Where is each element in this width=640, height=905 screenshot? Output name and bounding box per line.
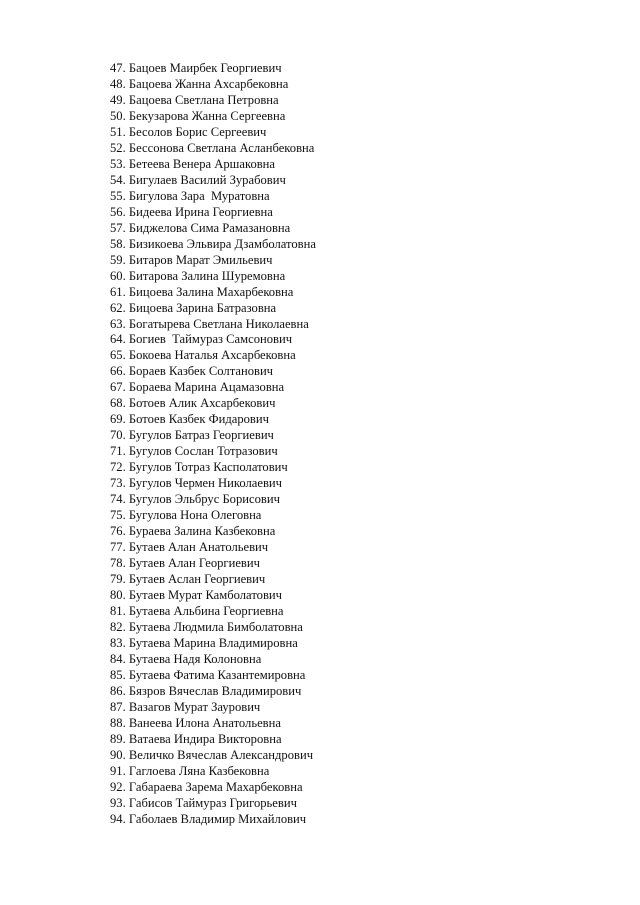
person-name: Бутаева Альбина Георгиевна: [128, 603, 284, 618]
person-name: Габолаев Владимир Михайлович: [128, 811, 307, 826]
item-number: 51.: [110, 124, 126, 139]
person-name: Бутаева Марина Владимировна: [128, 635, 298, 650]
item-number: 68.: [110, 396, 126, 411]
person-name: Бацоева Светлана Петровна: [128, 92, 279, 107]
person-name: Ботоев Казбек Фидарович: [128, 412, 269, 427]
item-number: 78.: [110, 556, 126, 571]
item-number: 83.: [110, 635, 126, 650]
list-item: [110, 173, 316, 189]
person-name: Величко Вячеслав Александрович: [128, 747, 314, 762]
list-item: [110, 61, 316, 77]
person-name: Бязров Вячеслав Владимирович: [128, 683, 302, 698]
person-name: Бутаева Фатима Казантемировна: [128, 667, 306, 682]
list-item: [110, 668, 316, 684]
item-number: 92.: [110, 779, 126, 794]
item-number: 94.: [110, 811, 126, 826]
list-item: [110, 444, 316, 460]
person-name: Битаров Марат Эмильевич: [128, 252, 273, 267]
person-name: Бесолов Борис Сергеевич: [128, 124, 267, 139]
list-item: [110, 285, 316, 301]
item-number: 70.: [110, 428, 126, 443]
person-name: Бацоев Маирбек Георгиевич: [128, 61, 282, 75]
list-item: [110, 205, 316, 221]
list-item: [110, 460, 316, 476]
item-number: 56.: [110, 204, 126, 219]
item-number: 87.: [110, 699, 126, 714]
list-item: [110, 492, 316, 508]
person-name: Бораев Казбек Солтанович: [128, 364, 274, 379]
person-name: Бекузарова Жанна Сергеевна: [128, 108, 286, 123]
list-item: [110, 317, 316, 333]
list-item: [110, 380, 316, 396]
item-number: 67.: [110, 380, 126, 395]
person-name: Бутаева Людмила Бимболатовна: [128, 619, 303, 634]
list-item: [110, 93, 316, 109]
list-item: [110, 652, 316, 668]
item-number: 65.: [110, 348, 126, 363]
item-number: 52.: [110, 140, 126, 155]
item-number: 55.: [110, 188, 126, 203]
list-item: [110, 812, 316, 828]
item-number: 75.: [110, 508, 126, 523]
item-number: 74.: [110, 492, 126, 507]
person-name: Богатырева Светлана Николаевна: [128, 316, 309, 331]
list-item: [110, 109, 316, 125]
list-item: [110, 428, 316, 444]
list-item: [110, 77, 316, 93]
item-number: 53.: [110, 156, 126, 171]
list-item: [110, 716, 316, 732]
list-item: [110, 508, 316, 524]
list-item: [110, 157, 316, 173]
list-item: [110, 412, 316, 428]
list-item: [110, 588, 316, 604]
person-name: Бицоева Зарина Батразовна: [128, 300, 277, 315]
person-name: Бетеева Венера Аршаковна: [128, 156, 276, 171]
person-name: Бизикоева Эльвира Дзамболатовна: [128, 236, 316, 251]
person-name: Бутаев Алан Анатольевич: [128, 540, 269, 555]
person-name: Бугулов Чермен Николаевич: [128, 476, 282, 491]
person-name: Бигулаев Василий Зурабович: [128, 172, 286, 187]
item-number: 86.: [110, 683, 126, 698]
person-name: Бугулов Тотраз Касполатович: [128, 460, 288, 475]
person-name: Ватаева Индира Викторовна: [128, 731, 282, 746]
item-number: 88.: [110, 715, 126, 730]
item-number: 60.: [110, 268, 126, 283]
item-number: 62.: [110, 300, 126, 315]
person-name: Битарова Залина Шуремовна: [128, 268, 286, 283]
item-number: 63.: [110, 316, 126, 331]
list-item: [110, 684, 316, 700]
list-item: [110, 572, 316, 588]
item-number: 54.: [110, 172, 126, 187]
person-name: Бигулова Зара Муратовна: [128, 188, 270, 203]
list-item: [110, 301, 316, 317]
item-number: 77.: [110, 540, 126, 555]
item-number: 69.: [110, 412, 126, 427]
person-name: Бугулов Сослан Тотразович: [128, 444, 278, 459]
item-number: 91.: [110, 763, 126, 778]
item-number: 90.: [110, 747, 126, 762]
list-item: [110, 348, 316, 364]
person-name: Бидеева Ирина Георгиевна: [128, 204, 273, 219]
person-name: Биджелова Сима Рамазановна: [128, 220, 291, 235]
item-number: 58.: [110, 236, 126, 251]
list-item: [110, 556, 316, 572]
list-item: [110, 396, 316, 412]
list-item: [110, 332, 316, 348]
person-name: Габараева Зарема Махарбековна: [128, 779, 303, 794]
list-item: [110, 636, 316, 652]
person-name: Бугулов Батраз Георгиевич: [128, 428, 274, 443]
person-name: Богиев Таймураз Самсонович: [128, 332, 293, 347]
list-item: [110, 189, 316, 205]
person-name: Бокоева Наталья Ахсарбековна: [128, 348, 296, 363]
list-item: [110, 253, 316, 269]
item-number: 48.: [110, 76, 126, 91]
list-item: [110, 604, 316, 620]
person-name: Бутаев Аслан Георгиевич: [128, 572, 266, 586]
item-number: 57.: [110, 220, 126, 235]
list-item: [110, 780, 316, 796]
list-item: [110, 269, 316, 285]
item-number: 93.: [110, 795, 126, 810]
item-number: 50.: [110, 108, 126, 123]
item-number: 49.: [110, 92, 126, 107]
list-item: [110, 764, 316, 780]
item-number: 85.: [110, 667, 126, 682]
item-number: 66.: [110, 364, 126, 379]
item-number: 73.: [110, 476, 126, 491]
person-name: Бутаев Мурат Камболатович: [128, 587, 282, 602]
name-list: [110, 61, 316, 828]
person-name: Гаглоева Ляна Казбековна: [128, 763, 270, 778]
list-item: [110, 237, 316, 253]
list-item: [110, 748, 316, 764]
item-number: 82.: [110, 619, 126, 634]
person-name: Вазагов Мурат Заурович: [128, 699, 261, 714]
list-item: [110, 540, 316, 556]
list-item: [110, 524, 316, 540]
item-number: 84.: [110, 651, 126, 666]
list-item: [110, 700, 316, 716]
person-name: Бессонова Светлана Асланбековна: [128, 140, 315, 155]
item-number: 72.: [110, 460, 126, 475]
list-item: [110, 221, 316, 237]
item-number: 89.: [110, 731, 126, 746]
list-item: [110, 364, 316, 380]
person-name: Бугулова Нона Олеговна: [128, 508, 262, 523]
item-number: 79.: [110, 572, 126, 586]
item-number: 80.: [110, 587, 126, 602]
item-number: 71.: [110, 444, 126, 459]
person-name: Бутаева Надя Колоновна: [128, 651, 262, 666]
person-name: Бораева Марина Ацамазовна: [128, 380, 285, 395]
list-item: [110, 476, 316, 492]
list-item: [110, 732, 316, 748]
list-item: [110, 620, 316, 636]
person-name: Ботоев Алик Ахсарбекович: [128, 396, 276, 411]
person-name: Бутаев Алан Георгиевич: [128, 556, 260, 571]
item-number: 47.: [110, 61, 126, 75]
item-number: 64.: [110, 332, 126, 347]
person-name: Бицоева Залина Махарбековна: [128, 284, 294, 299]
list-item: [110, 141, 316, 157]
item-number: 61.: [110, 284, 126, 299]
person-name: Ванеева Илона Анатольевна: [128, 715, 281, 730]
person-name: Бацоева Жанна Ахсарбековна: [128, 76, 289, 91]
item-number: 81.: [110, 603, 126, 618]
person-name: Бугулов Эльбрус Борисович: [128, 492, 280, 507]
item-number: 59.: [110, 252, 126, 267]
item-number: 76.: [110, 524, 126, 539]
person-name: Габисов Таймураз Григорьевич: [128, 795, 297, 810]
person-name: Бураева Залина Казбековна: [128, 524, 276, 539]
list-item: [110, 796, 316, 812]
list-item: [110, 125, 316, 141]
